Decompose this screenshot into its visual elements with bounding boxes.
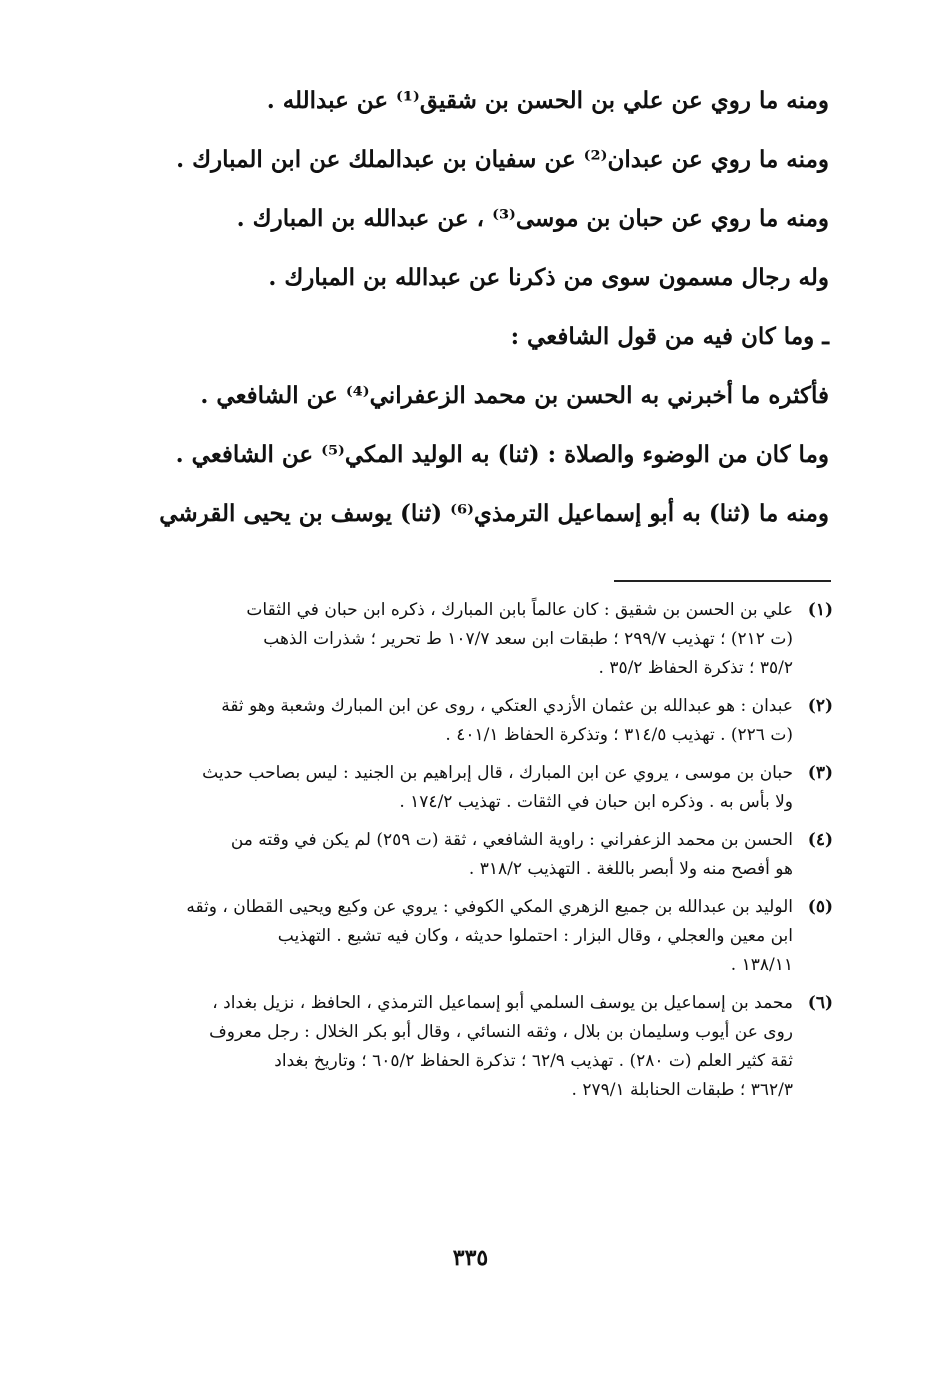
footnote-text bbox=[130, 989, 793, 1105]
footnote-line: علي بن الحسن بن شقيق : كان عالماً بابن المبارك ، ذكره ابن حبان في الثقات bbox=[246, 600, 793, 620]
footnote-number: (٣) bbox=[807, 763, 833, 783]
footnote-2 bbox=[130, 692, 833, 750]
footnote-line: عبدان : هو عبدالله بن عثمان الأزدي العتكي ، روى عن ابن المبارك وشعبة وهو ثقة bbox=[221, 696, 793, 716]
main-text-block bbox=[118, 86, 829, 558]
main-line-5: ـ وما كان فيه من قول الشافعي : bbox=[510, 323, 829, 350]
main-line-3: ومنه ما روي عن حبان بن موسى⁽³⁾ ، عن عبدالله بن المبارك . bbox=[236, 205, 829, 232]
footnote-line: (ت ٢١٢) ؛ تهذيب ٢٩٩/٧ ؛ طبقات ابن سعد ١٠٧/٧ ط تحرير ؛ شذرات الذهب bbox=[263, 629, 793, 649]
footnote-line: ابن معين والعجلي ، وقال البزار : احتملوا حديثه ، وكان فيه تشيع . التهذيب bbox=[277, 926, 793, 946]
footnote-line: الوليد بن عبدالله بن جميع الزهري المكي الكوفي : يروي عن وكيع ويحيى القطان ، وثقه bbox=[186, 897, 793, 917]
footnote-number: (٥) bbox=[807, 897, 833, 917]
footnote-line: الحسن بن محمد الزعفراني : راوية الشافعي ، ثقة (ت ٢٥٩) لم يكن في وقته من bbox=[230, 830, 793, 850]
main-line-4: وله رجال مسمون سوى من ذكرنا عن عبدالله بن المبارك . bbox=[268, 264, 829, 291]
footnote-text bbox=[130, 826, 793, 884]
footnote-line: (ت ٢٢٦) . تهذيب ٣١٤/٥ ؛ وتذكرة الحفاظ ٤٠١/١ . bbox=[445, 725, 793, 745]
footnote-separator bbox=[614, 580, 831, 582]
page-number: ٣٣٥ bbox=[452, 1245, 489, 1271]
footnote-5 bbox=[130, 893, 833, 980]
footnote-line: محمد بن إسماعيل بن يوسف السلمي أبو إسماعيل الترمذي ، الحافظ ، نزيل بغداد ، bbox=[212, 993, 793, 1013]
main-line-7: وما كان من الوضوء والصلاة : (ثنا) به الوليد المكي⁽⁵⁾ عن الشافعي . bbox=[175, 441, 829, 468]
main-line-6: فأكثره ما أخبرني به الحسن بن محمد الزعفراني⁽⁴⁾ عن الشافعي . bbox=[200, 382, 829, 409]
footnote-number: (٤) bbox=[807, 830, 833, 850]
footnote-text bbox=[130, 759, 793, 817]
footnote-line: ٣٥/٢ ؛ تذكرة الحفاظ ٣٥/٢ . bbox=[598, 658, 793, 678]
footnote-number: (٢) bbox=[807, 696, 833, 716]
footnote-number: (٦) bbox=[807, 993, 833, 1013]
footnote-text bbox=[130, 692, 793, 750]
footnote-line: حبان بن موسى ، يروي عن ابن المبارك ، قال إبراهيم بن الجنيد : ليس بصاحب حديث bbox=[202, 763, 793, 783]
footnote-1 bbox=[130, 596, 833, 683]
footnote-line: ١٣٨/١١ . bbox=[730, 955, 793, 975]
main-line-8: ومنه ما (ثنا) به أبو إسماعيل الترمذي⁽⁶⁾ (ثنا) يوسف بن يحيى القرشي bbox=[159, 500, 829, 527]
footnote-text bbox=[130, 596, 793, 683]
footnotes-block bbox=[130, 596, 833, 1114]
footnote-3 bbox=[130, 759, 833, 817]
main-line-2: ومنه ما روي عن عبدان⁽²⁾ عن سفيان بن عبدالملك عن ابن المبارك . bbox=[176, 146, 829, 173]
footnote-text bbox=[130, 893, 793, 980]
footnote-line: ٣٦٢/٣ ؛ طبقات الحنابلة ٢٧٩/١ . bbox=[571, 1080, 793, 1100]
footnote-6 bbox=[130, 989, 833, 1105]
footnote-line: هو أفصح منه ولا أبصر باللغة . التهذيب ٣١٨/٢ . bbox=[468, 859, 793, 879]
footnote-line: ولا بأس به . وذكره ابن حبان في الثقات . تهذيب ١٧٤/٢ . bbox=[399, 792, 793, 812]
footnote-4 bbox=[130, 826, 833, 884]
footnote-number: (١) bbox=[807, 600, 833, 620]
footnote-line: روى عن أيوب وسليمان بن بلال ، وثقه النسائي ، وقال أبو بكر الخلال : رجل معروف bbox=[209, 1022, 793, 1042]
footnote-line: ثقة كثير العلم (ت ٢٨٠) . تهذيب ٦٢/٩ ؛ تذكرة الحفاظ ٦٠٥/٢ ؛ وتاريخ بغداد bbox=[274, 1051, 793, 1071]
main-line-1: ومنه ما روي عن علي بن الحسن بن شقيق⁽¹⁾ عن عبدالله . bbox=[266, 87, 829, 114]
